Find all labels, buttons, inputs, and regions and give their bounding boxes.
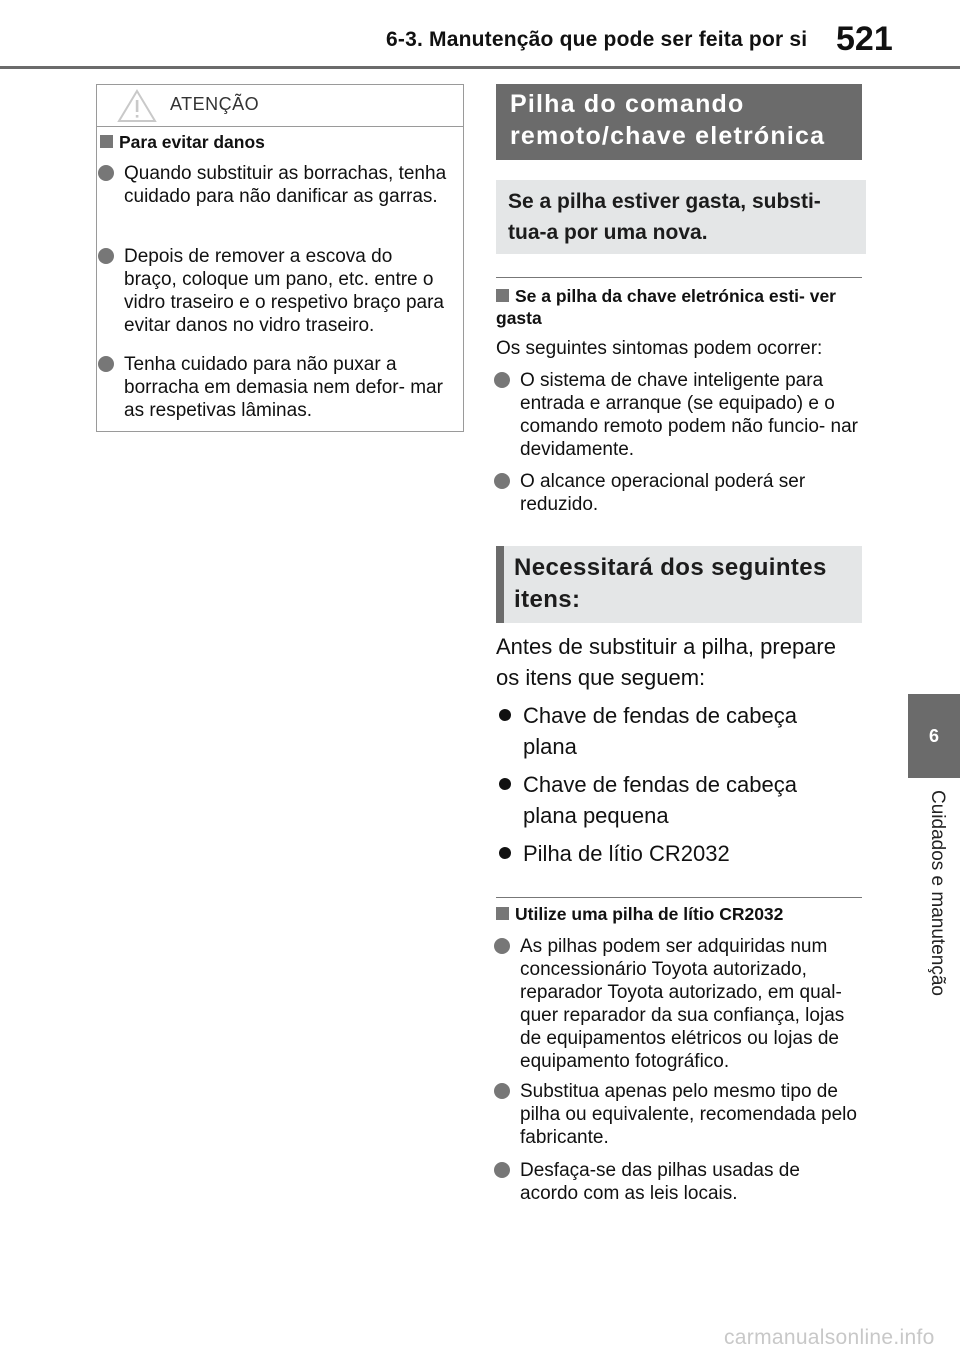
section-header: 6-3. Manutenção que pode ser feita por si [386, 28, 808, 51]
needs-item: Chave de fendas de cabeça plana pequena [496, 769, 829, 831]
page-number: 521 [836, 20, 893, 58]
bullet-dot-icon [98, 165, 114, 181]
subsection-title: Utilize uma pilha de lítio CR2032 [496, 903, 864, 925]
bullet-dot-icon [494, 473, 510, 489]
section-heading: Pilha do comando remoto/chave eletrónica [496, 84, 862, 160]
needs-heading: Necessitará dos seguintes itens: [496, 546, 862, 623]
bullet-dot-icon [494, 1083, 510, 1099]
warning-item: Quando substituir as borrachas, tenha cuidado para não danificar as garras. [98, 162, 450, 208]
chapter-tab[interactable] [908, 694, 960, 778]
square-bullet-icon [496, 907, 509, 920]
square-bullet-icon [496, 289, 509, 302]
warning-title: ATENÇÃO [170, 94, 260, 114]
bullet-dot-icon [494, 938, 510, 954]
paragraph: Os seguintes sintomas podem ocorrer: [496, 338, 823, 359]
needs-intro: Antes de substituir a pilha, prepare os itens que seguem: [496, 634, 836, 690]
watermark: carmanualsonline.info [724, 1326, 935, 1349]
square-bullet-icon [100, 135, 113, 148]
chapter-number: 6 [928, 725, 939, 746]
battery-item: As pilhas podem ser adquiridas num concessionário Toyota autorizado, reparador Toyota autorizado, em qual- quer reparador da sua confiança, lojas de equipamentos elétricos ou lojas de equipamento fotográfico. [494, 935, 864, 1073]
header-rule [0, 66, 960, 69]
warning-header [97, 85, 463, 127]
warning-triangle-icon [117, 89, 157, 123]
warning-subtitle: Para evitar danos [100, 131, 265, 153]
bullet-dot-icon [499, 778, 511, 790]
symptom-item: O alcance operacional poderá ser reduzido. [494, 470, 839, 516]
divider [496, 277, 862, 278]
bullet-dot-icon [494, 1162, 510, 1178]
chapter-label: Cuidados e manutenção [927, 790, 948, 996]
bullet-dot-icon [98, 248, 114, 264]
symptom-item: O sistema de chave inteligente para entrada e arranque (se equipado) e o comando remoto podem não funcio- nar devidamente. [494, 369, 864, 461]
bullet-dot-icon [494, 372, 510, 388]
battery-item: Substitua apenas pelo mesmo tipo de pilha ou equivalente, recomendada pelo fabricante. [494, 1080, 862, 1149]
bullet-dot-icon [98, 356, 114, 372]
warning-item: Depois de remover a escova do braço, coloque um pano, etc. entre o vidro traseiro e o respetivo braço para evitar danos no vidro traseiro. [98, 245, 450, 337]
warning-item: Tenha cuidado para não puxar a borracha em demasia nem defor- mar as respetivas lâminas. [98, 353, 444, 422]
subsection-title: Se a pilha da chave eletrónica esti- ver gasta [496, 286, 836, 328]
needs-item: Chave de fendas de cabeça plana [496, 700, 829, 762]
battery-item: Desfaça-se das pilhas usadas de acordo com as leis locais. [494, 1159, 834, 1205]
intro-box: Se a pilha estiver gasta, substi- tua-a por uma nova. [496, 180, 866, 254]
divider [496, 897, 862, 898]
needs-item: Pilha de lítio CR2032 [496, 838, 863, 869]
bullet-dot-icon [499, 709, 511, 721]
bullet-dot-icon [499, 847, 511, 859]
